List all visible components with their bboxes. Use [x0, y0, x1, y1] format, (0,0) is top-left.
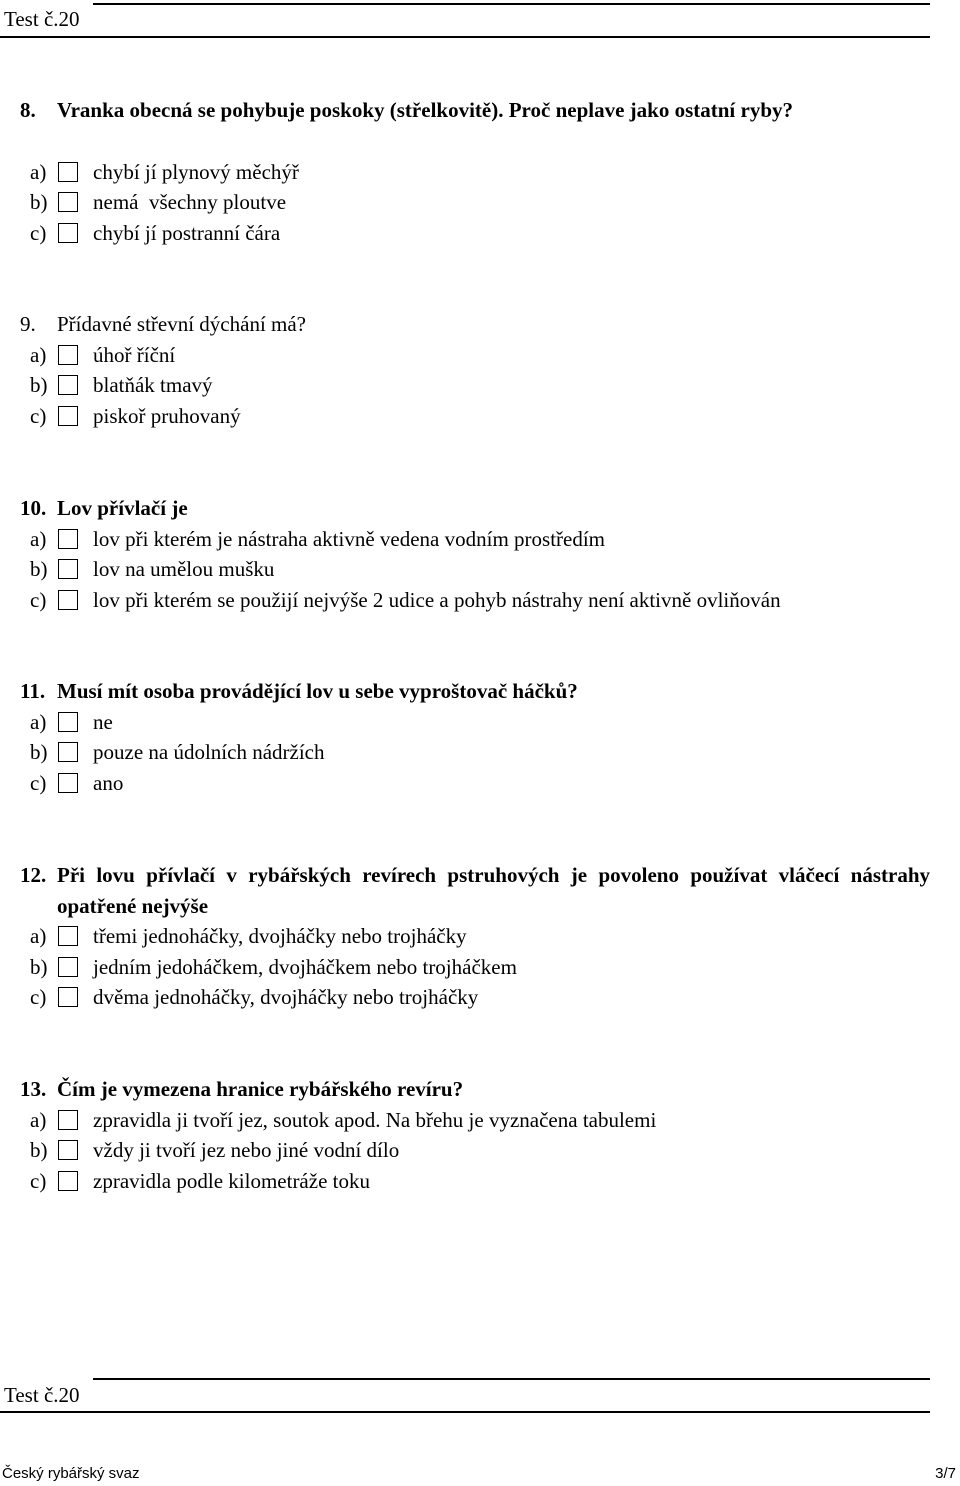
option-a [20, 1105, 930, 1136]
checkbox[interactable] [58, 987, 78, 1007]
question-text: Při lovu přívlačí v rybářských revírech pstruhových je povoleno používat vláčecí nástrahy opatřené nejvýše [57, 863, 930, 918]
option-text: chybí jí postranní čára [93, 220, 281, 245]
footer-page-number: 3/7 [935, 1465, 956, 1482]
option-letter: c) [30, 985, 47, 1010]
option-letter: c) [30, 1168, 47, 1193]
checkbox[interactable] [58, 957, 78, 977]
question-text: Čím je vymezena hranice rybářského revíru? [57, 1077, 464, 1101]
checkbox[interactable] [58, 590, 78, 610]
question-title [20, 493, 930, 524]
checkbox[interactable] [58, 742, 78, 762]
option-a [20, 921, 930, 952]
question-title [20, 860, 930, 921]
option-c [20, 768, 930, 799]
test-label-top: Test č.20 [4, 7, 80, 31]
option-letter: a) [30, 526, 47, 551]
question-text: Přídavné střevní dýchání má? [57, 312, 307, 336]
checkbox[interactable] [58, 1140, 78, 1160]
option-letter: b) [30, 190, 48, 215]
option-text: piskoř pruhovaný [93, 403, 241, 428]
test-label-bottom: Test č.20 [4, 1383, 80, 1407]
question-title [20, 1074, 930, 1105]
question-13 [20, 1074, 930, 1196]
page-footer [0, 1464, 960, 1484]
option-b [20, 554, 930, 585]
option-letter: b) [30, 954, 48, 979]
option-a [20, 707, 930, 738]
question-number: 13. [20, 1077, 47, 1101]
option-a [20, 340, 930, 371]
option-text: zpravidla podle kilometráže toku [93, 1168, 370, 1193]
option-text: chybí jí plynový měchýř [93, 159, 299, 184]
option-letter: c) [30, 587, 47, 612]
option-text: zpravidla ji tvoří jez, soutok apod. Na břehu je vyznačena tabulemi [93, 1107, 657, 1132]
option-text: lov při kterém je nástraha aktivně vedena vodním prostředím [93, 526, 606, 551]
question-number: 10. [20, 496, 47, 520]
checkbox[interactable] [58, 192, 78, 212]
option-text: blatňák tmavý [93, 373, 213, 398]
option-text: ano [93, 770, 124, 795]
checkbox[interactable] [58, 162, 78, 182]
question-8 [20, 95, 930, 248]
option-text: úhoř říční [93, 342, 176, 367]
question-12 [20, 860, 930, 1013]
option-c [20, 982, 930, 1013]
option-letter: a) [30, 1107, 47, 1132]
bottom-rule-lower [0, 1411, 930, 1413]
option-b [20, 370, 930, 401]
option-letter: c) [30, 403, 47, 428]
option-a [20, 524, 930, 555]
question-number: 8. [20, 98, 36, 122]
option-text: vždy ji tvoří jez nebo jiné vodní dílo [93, 1138, 400, 1163]
bottom-rule-upper [93, 1378, 930, 1380]
option-text: nemá všechny ploutve [93, 190, 287, 215]
option-text: třemi jednoháčky, dvojháčky nebo trojháčky [93, 924, 467, 948]
option-letter: a) [30, 342, 47, 367]
question-number: 11. [20, 679, 46, 703]
option-text: dvěma jednoháčky, dvojháčky nebo trojháčky [93, 985, 479, 1010]
footer-organization: Český rybářský svaz [2, 1465, 140, 1482]
checkbox[interactable] [58, 773, 78, 793]
top-rule-lower [0, 36, 930, 38]
top-rule-upper [93, 3, 930, 5]
option-letter: a) [30, 159, 47, 184]
option-b [20, 1135, 930, 1166]
option-b [20, 737, 930, 768]
option-text: pouze na údolních nádržích [93, 740, 325, 765]
option-c [20, 1166, 930, 1197]
option-c [20, 218, 930, 249]
question-9 [20, 309, 930, 431]
option-letter: b) [30, 373, 48, 398]
option-text: ne [93, 709, 113, 734]
option-letter: a) [30, 924, 47, 948]
option-text: lov na umělou mušku [93, 557, 275, 582]
option-letter: b) [30, 1138, 48, 1163]
question-number: 9. [20, 312, 36, 336]
question-title [20, 309, 930, 340]
checkbox[interactable] [58, 529, 78, 549]
option-letter: b) [30, 740, 48, 765]
question-10 [20, 493, 930, 615]
option-c [20, 401, 930, 432]
option-text: lov při kterém se použijí nejvýše 2 udice a pohyb nástrahy není aktivně ovliňován [93, 587, 781, 612]
option-letter: b) [30, 557, 48, 582]
option-letter: a) [30, 709, 47, 734]
checkbox[interactable] [58, 1110, 78, 1130]
question-number: 12. [20, 863, 47, 887]
checkbox[interactable] [58, 223, 78, 243]
option-letter: c) [30, 770, 47, 795]
checkbox[interactable] [58, 406, 78, 426]
option-b [20, 187, 930, 218]
checkbox[interactable] [58, 1171, 78, 1191]
question-text: Vranka obecná se pohybuje poskoky (střelkovitě). Proč neplave jako ostatní ryby? [57, 98, 793, 122]
option-text: jedním jedoháčkem, dvojháčkem nebo trojháčkem [93, 954, 517, 979]
question-title [20, 676, 930, 707]
question-text: Lov přívlačí je [57, 496, 188, 520]
checkbox[interactable] [58, 712, 78, 732]
checkbox[interactable] [58, 926, 78, 946]
checkbox[interactable] [58, 345, 78, 365]
option-c [20, 585, 930, 616]
question-text: Musí mít osoba provádějící lov u sebe vyproštovač háčků? [57, 679, 578, 703]
option-b [20, 952, 930, 983]
question-title [20, 95, 930, 126]
checkbox[interactable] [58, 375, 78, 395]
option-letter: c) [30, 220, 47, 245]
question-11 [20, 676, 930, 798]
option-a [20, 157, 930, 188]
checkbox[interactable] [58, 559, 78, 579]
